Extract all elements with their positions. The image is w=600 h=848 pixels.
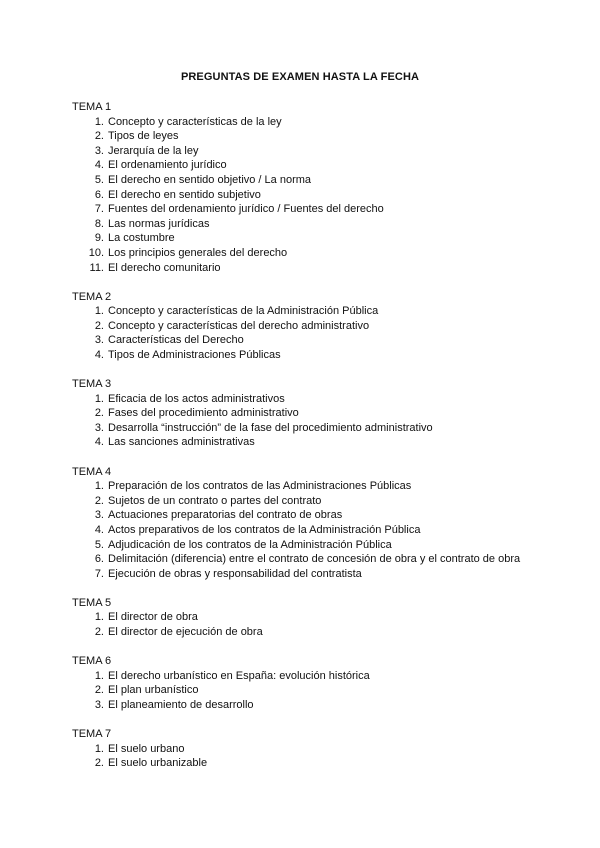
list-item-number: 6. — [94, 553, 104, 566]
list-item-number: 3. — [94, 334, 104, 347]
list-item-number: 1. — [94, 480, 104, 493]
list-item — [72, 552, 572, 567]
list-item-number: 1. — [94, 392, 104, 405]
list-item — [72, 683, 572, 698]
list-item-number: 2. — [94, 757, 104, 770]
list-item-number: 2. — [94, 130, 104, 143]
list-item-number: 9. — [94, 232, 104, 245]
list-item-number: 5. — [94, 173, 104, 186]
list-item-text: Preparación de los contratos de las Administraciones Públicas — [108, 480, 412, 493]
list-item — [72, 610, 572, 625]
section-tema-7 — [72, 727, 572, 771]
list-item-text: El director de ejecución de obra — [108, 626, 263, 638]
list-item — [72, 742, 572, 757]
list-item-text: El director de obra — [108, 611, 198, 624]
list-item — [72, 158, 572, 173]
list-item-text: Fuentes del ordenamiento jurídico / Fuentes del derecho — [108, 203, 384, 216]
list-item — [72, 567, 572, 582]
list-item-number: 2. — [94, 684, 104, 697]
list-item-text: Las normas jurídicas — [108, 217, 210, 230]
list-item — [72, 115, 572, 130]
section-tema-5 — [72, 596, 572, 640]
list-item — [72, 231, 572, 246]
list-item-text: El derecho urbanístico en España: evolución histórica — [108, 669, 370, 682]
list-item-number: 7. — [94, 203, 104, 216]
list-item-text: Fases del procedimiento administrativo — [108, 407, 299, 420]
list-item-number: 1. — [94, 611, 104, 624]
list-item — [72, 304, 572, 319]
list-item — [72, 217, 572, 232]
list-item-number: 3. — [94, 698, 104, 711]
section-title: TEMA 2 — [72, 290, 112, 303]
list-item-text: El ordenamiento jurídico — [108, 159, 227, 172]
list-item-number: 4. — [94, 159, 104, 172]
list-item-text: Adjudicación de los contratos de la Administración Pública — [108, 538, 392, 551]
section-title: TEMA 6 — [72, 655, 112, 668]
list-item — [72, 508, 572, 523]
list-item — [72, 406, 572, 421]
list-item-text: El planeamiento de desarrollo — [108, 698, 254, 711]
list-item — [72, 246, 572, 261]
list-item — [72, 319, 572, 334]
list-item-text: Sujetos de un contrato o partes del contrato — [108, 494, 322, 507]
list-item-number: 7. — [94, 567, 104, 580]
list-item-text: El suelo urbanizable — [108, 757, 208, 770]
list-item-number: 1. — [94, 742, 104, 755]
list-item-text: Actuaciones preparatorias del contrato de obras — [108, 509, 343, 522]
section-title: TEMA 3 — [72, 378, 112, 391]
list-item — [72, 756, 572, 771]
list-item — [72, 523, 572, 538]
list-item-number: 10. — [88, 246, 104, 259]
list-item-text: Características del Derecho — [108, 334, 244, 347]
list-item-text: Tipos de Administraciones Públicas — [108, 349, 281, 361]
list-item-text: Las sanciones administrativas — [108, 436, 255, 449]
section-title: TEMA 1 — [72, 101, 112, 113]
list-item-text: El plan urbanístico — [108, 684, 199, 697]
list-item-number: 2. — [94, 319, 104, 332]
list-item — [72, 538, 572, 553]
list-item — [72, 435, 572, 450]
list-item — [72, 188, 572, 203]
list-item — [72, 144, 572, 159]
document-title: PREGUNTAS DE EXAMEN HASTA LA FECHA — [180, 71, 420, 83]
section-title: TEMA 7 — [72, 727, 112, 740]
list-item — [72, 333, 572, 348]
section-title: TEMA 4 — [72, 465, 112, 478]
list-item — [72, 202, 572, 217]
list-item — [72, 261, 572, 276]
list-item-text: Tipos de leyes — [108, 130, 179, 143]
list-item — [72, 348, 572, 363]
list-item — [72, 421, 572, 436]
section-tema-2 — [72, 290, 572, 363]
section-tema-1 — [72, 100, 572, 275]
list-item-number: 2. — [94, 626, 104, 638]
list-item — [72, 625, 572, 640]
list-item-text: Desarrolla “instrucción” de la fase del procedimiento administrativo — [108, 421, 433, 434]
list-item-number: 8. — [94, 217, 104, 230]
list-item-number: 4. — [94, 523, 104, 536]
list-item-text: El derecho comunitario — [108, 261, 221, 274]
list-item — [72, 494, 572, 509]
list-item — [72, 392, 572, 407]
section-tema-6 — [72, 654, 572, 712]
list-item-number: 1. — [94, 305, 104, 318]
list-item-number: 5. — [94, 538, 104, 551]
list-item-number: 3. — [94, 421, 104, 434]
list-item-text: Los principios generales del derecho — [108, 246, 288, 259]
list-item-number: 2. — [94, 407, 104, 420]
list-item-number: 4. — [94, 436, 104, 449]
list-item — [72, 698, 572, 713]
list-item-text: Ejecución de obras y responsabilidad del contratista — [108, 567, 362, 580]
list-item — [72, 173, 572, 188]
list-item-text: Concepto y características del derecho administrativo — [108, 319, 370, 332]
list-item-number: 11. — [89, 261, 104, 274]
list-item-number: 1. — [94, 669, 104, 682]
list-item-number: 3. — [94, 509, 104, 522]
list-item — [72, 669, 572, 684]
list-item-text: Concepto y características de la Administración Pública — [108, 305, 379, 318]
list-item-number: 1. — [94, 115, 104, 128]
list-item-text: Actos preparativos de los contratos de la Administración Pública — [108, 523, 421, 536]
list-item-text: Delimitación (diferencia) entre el contrato de concesión de obra y el contrato de obra — [108, 553, 521, 566]
list-item-text: Concepto y características de la ley — [108, 115, 282, 128]
list-item — [72, 479, 572, 494]
list-item-text: El derecho en sentido subjetivo — [108, 188, 261, 201]
list-item-number: 4. — [94, 349, 104, 361]
list-item-text: La costumbre — [108, 232, 175, 245]
list-item — [72, 129, 572, 144]
list-item-number: 3. — [94, 144, 104, 157]
section-tema-3 — [72, 377, 572, 450]
list-item-number: 2. — [94, 494, 104, 507]
section-tema-4 — [72, 465, 572, 582]
list-item-text: El suelo urbano — [108, 742, 185, 755]
list-item-text: Eficacia de los actos administrativos — [108, 392, 285, 405]
list-item-text: El derecho en sentido objetivo / La norma — [108, 173, 312, 186]
section-title: TEMA 5 — [72, 596, 112, 609]
list-item-text: Jerarquía de la ley — [108, 144, 199, 157]
list-item-number: 6. — [94, 188, 104, 201]
document-content — [72, 100, 572, 785]
